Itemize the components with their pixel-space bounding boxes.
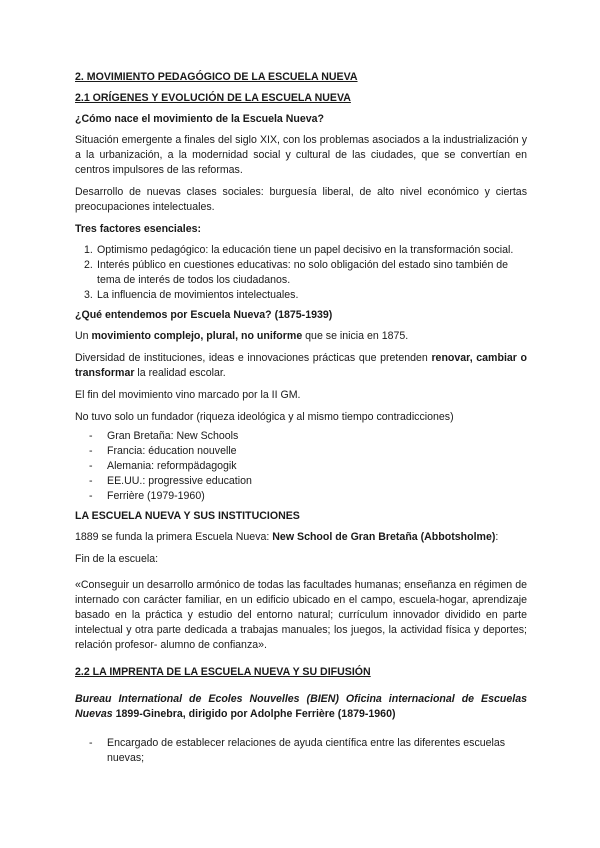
- list-item-text: Ferrière (1979-1960): [107, 490, 205, 502]
- list-item-text: Francia: éducation nouvelle: [107, 445, 237, 457]
- list-item: [75, 489, 527, 504]
- section-heading-2-1: 2.1 ORÍGENES Y EVOLUCIÓN DE LA ESCUELA NUEVA: [75, 92, 351, 104]
- paragraph-first-school: [75, 530, 527, 545]
- list-item-text: Optimismo pedagógico: la educación tiene un papel decisivo en la transformación social.: [97, 244, 514, 256]
- paragraph-bien: [75, 692, 527, 722]
- text-run: que se inicia en 1875.: [302, 330, 409, 342]
- dash-bullet: -: [89, 490, 93, 502]
- paragraph-end: El fin del movimiento vino marcado por la II GM.: [75, 389, 301, 401]
- dash-bullet: -: [89, 475, 93, 487]
- bold-text: movimiento complejo, plural, no uniforme: [91, 330, 303, 342]
- list-item-text: Gran Bretaña: New Schools: [107, 430, 239, 442]
- paragraph-movement: [75, 329, 527, 344]
- list-item: [75, 258, 527, 288]
- section-heading-2: 2. MOVIMIENTO PEDAGÓGICO DE LA ESCUELA NUEVA: [75, 71, 358, 83]
- list-item-text: La influencia de movimientos intelectuales.: [97, 289, 299, 301]
- list-number: 2.: [84, 259, 93, 271]
- dash-bullet: -: [89, 460, 93, 472]
- bold-italic-text: Bureau International de Ecoles Nouvelles (BIEN) Oficina internacional de Escuelas Nuevas: [75, 693, 527, 720]
- bold-text: 1899-Ginebra, dirigido por Adolphe Ferrière (1879-1960): [112, 708, 396, 720]
- quote-paragraph: «Conseguir un desarrollo armónico de todas las facultades humanas; enseñanza en régimen de internado con carácter familiar, en un edificio ubicado en el campo, escuela-hogar, aprendizaje basado en la práctica y estudio del entorno natural; currículum innovador dividido en parte intelectual y otra parte dedicada a trabajas manuales; los juegos, la actividad física y deportes; relación profesor- alumno de confianza».: [75, 579, 527, 651]
- question-heading-1: ¿Cómo nace el movimiento de la Escuela Nueva?: [75, 113, 325, 125]
- paragraph-diversity: [75, 351, 527, 381]
- document-body: [75, 70, 527, 771]
- list-number: 1.: [84, 244, 93, 256]
- question-heading-2: ¿Qué entendemos por Escuela Nueva? (1875-1939): [75, 309, 333, 321]
- list-item: [75, 429, 527, 444]
- bien-list: [75, 736, 527, 766]
- text-run: 1889 se funda la primera Escuela Nueva:: [75, 531, 273, 543]
- paragraph-social-classes: Desarrollo de nuevas clases sociales: burguesía liberal, de alto nivel económico y ciertas preocupaciones intelectuales.: [75, 186, 527, 213]
- list-item: [75, 444, 527, 459]
- text-run: :: [495, 531, 499, 543]
- bold-text: New School de Gran Bretaña (Abbotsholme): [272, 531, 496, 543]
- paragraph-school-aim: Fin de la escuela:: [75, 553, 159, 565]
- list-item: [75, 474, 527, 489]
- section-heading-2-2: 2.2 LA IMPRENTA DE LA ESCUELA NUEVA Y SU DIFUSIÓN: [75, 666, 371, 678]
- factors-heading: Tres factores esenciales:: [75, 223, 202, 235]
- institutions-heading: LA ESCUELA NUEVA Y SUS INSTITUCIONES: [75, 510, 300, 522]
- text-run: la realidad escolar.: [134, 367, 226, 379]
- dash-bullet: -: [89, 430, 93, 442]
- list-item-text: Interés público en cuestiones educativas: no solo obligación del estado sino también de tema de interés de todos los ciudadanos.: [97, 259, 509, 286]
- dash-bullet: -: [89, 737, 93, 749]
- bold-text: renovar, cambiar o transformar: [75, 352, 527, 379]
- list-item: [75, 243, 527, 258]
- dash-bullet: -: [89, 445, 93, 457]
- text-run: Un: [75, 330, 92, 342]
- list-item-text: Encargado de establecer relaciones de ayuda científica entre las diferentes escuelas nuevas;: [107, 737, 506, 764]
- text-run: Diversidad de instituciones, ideas e innovaciones prácticas que pretenden: [75, 352, 432, 364]
- list-item: [75, 459, 527, 474]
- paragraph-founder: No tuvo solo un fundador (riqueza ideológica y al mismo tiempo contradicciones): [75, 411, 454, 423]
- list-item: [75, 288, 527, 303]
- list-item-text: EE.UU.: progressive education: [107, 475, 252, 487]
- countries-list: [75, 429, 527, 504]
- list-item: [75, 736, 527, 766]
- paragraph-situation: Situación emergente a finales del siglo XIX, con los problemas asociados a la industrialización y a la urbanización, a la modernidad social y cultural de las ciudades, que se convertían en centros impulsores de las reformas.: [75, 134, 527, 176]
- list-number: 3.: [84, 289, 93, 301]
- list-item-text: Alemania: reformpädagogik: [107, 460, 237, 472]
- factors-list: [75, 243, 527, 303]
